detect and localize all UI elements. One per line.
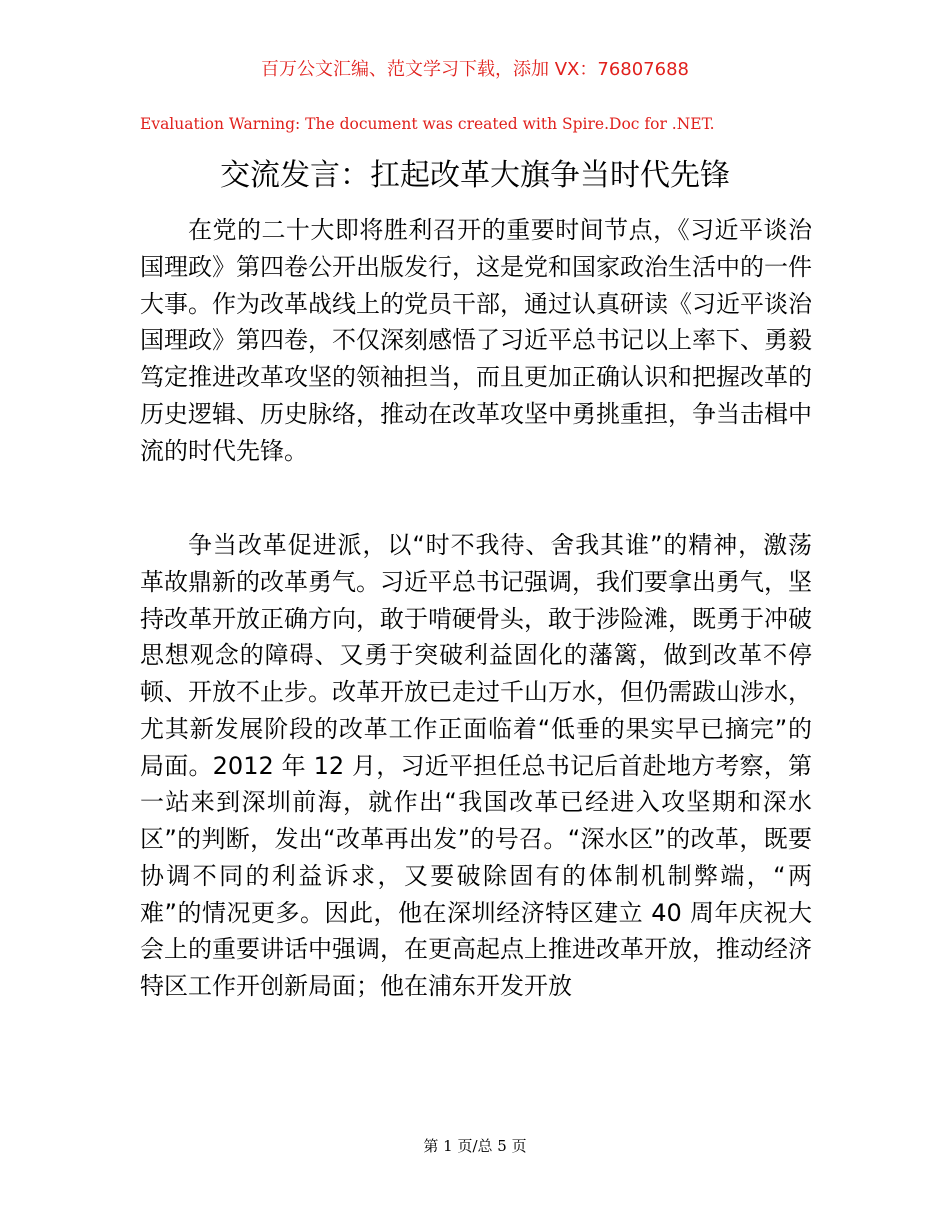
body-paragraph-2: 争当改革促进派，以“时不我待、舍我其谁”的精神，激荡革故鼎新的改革勇气。习近平总书记强调，我们要拿出勇气，坚持改革开放正确方向，敢于啃硬骨头，敢于涉险滩，既勇于冲破思想观念的障碍、又勇于突破利益固化的藩篱，做到改革不停顿、开放不止步。改革开放已走过千山万水，但仍需跋山涉水，尤其新发展阶段的改革工作正面临着“低垂的果实早已摘完”的局面。2012 年 12 月，习近平担任总书记后首赴地方考察，第一站来到深圳前海，就作出“我国改革已经进入攻坚期和深水区”的判断，发出“改革再出发”的号召。“深水区”的改革，既要协调不同的利益诉求，又要破除固有的体制机制弊端，“两难”的情况更多。因此，他在深圳经济特区建立 40 周年庆祝大会上的重要讲话中强调，在更高起点上推进改革开放，推动经济特区工作开创新局面；他在浦东开发开放 xyxy=(140,531,812,1000)
page-footer: 第 1 页/总 5 页 xyxy=(423,1137,527,1155)
evaluation-warning: Evaluation Warning: The document was created with Spire.Doc for .NET. xyxy=(140,115,715,133)
body-paragraph-1: 在党的二十大即将胜利召开的重要时间节点，《习近平谈治国理政》第四卷公开出版发行，这是党和国家政治生活中的一件大事。作为改革战线上的党员干部，通过认真研读《习近平谈治国理政》第四卷，不仅深刻感悟了习近平总书记以上率下、勇毅笃定推进改革攻坚的领袖担当，而且更加正确认识和把握改革的历史逻辑、历史脉络，推动在改革攻坚中勇挑重担，争当击楫中流的时代先锋。 xyxy=(140,216,812,465)
header-banner: 百万公文汇编、范文学习下载，添加 VX：76807688 xyxy=(261,59,689,80)
document-title: 交流发言：扛起改革大旗争当时代先锋 xyxy=(220,158,730,193)
